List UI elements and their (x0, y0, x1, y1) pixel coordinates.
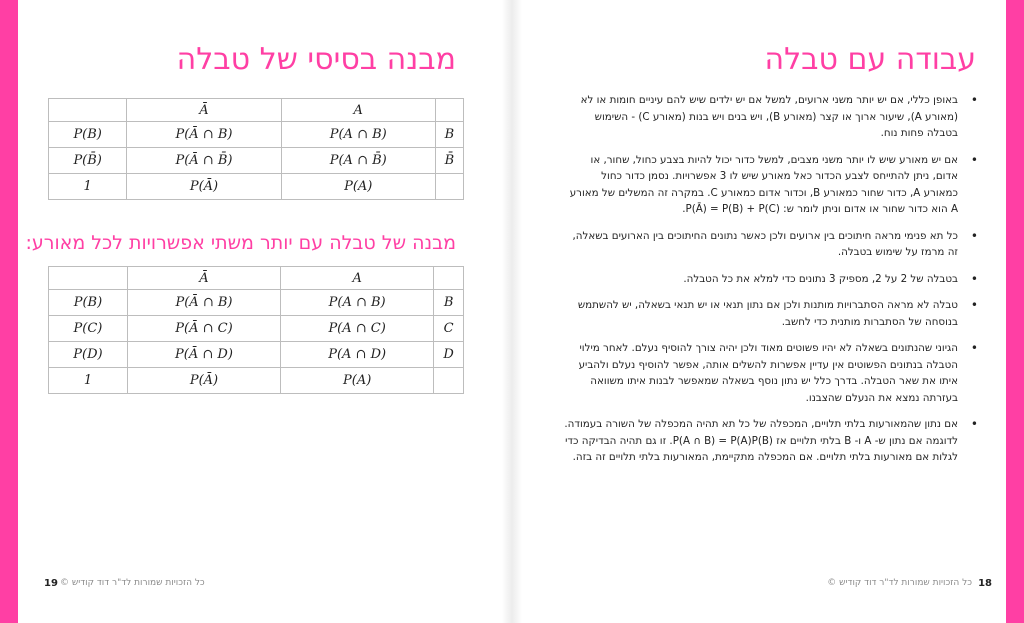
basic-table-cell: P(A) (281, 174, 435, 200)
basic-table-cell: P(B̄) (49, 148, 127, 174)
basic-table-cell: P(Ā ∩ B̄) (127, 148, 281, 174)
left-page-title: מבנה בסיסי של טבלה (176, 42, 456, 77)
basic-table-cell (49, 99, 127, 122)
bullet-text: באופן כללי, אם יש יותר משני ארועים, למשל אם יש ילדים שיש להם עיניים חומות או לא (מאורע A), שיעור ארוך או קצר (מאורע B), ויש בנים ויש בנות (מאורע C) - השימוש בטבלה פחות נוח. (580, 94, 958, 139)
multi-table-cell: P(Ā ∩ D) (127, 342, 280, 368)
multi-table-row (49, 290, 464, 316)
multi-table-row (49, 368, 464, 394)
multi-table-cell (49, 267, 128, 290)
multi-table-row (49, 342, 464, 368)
bullet-text: אם נתון שהמאורעות בלתי תלויים, המכפלה של כל תא תהיה המכפלה של השורה בעמודה. לדוגמה אם נתון ש- A ו- B בלתי תלויים אז P(A ∩ B) = P(A)P(B). זו גם תהיה הבדיקה כדי לגלות אם מאורעות בלתי תלויים. אם המכפלה מתקיימת, המאורעות בלתי תלויים זה בזה. (564, 418, 958, 463)
basic-table-cell: P(A ∩ B̄) (281, 148, 435, 174)
basic-table-cell (435, 174, 463, 200)
bullet-item (564, 297, 978, 330)
multi-table-cell: P(Ā ∩ B) (127, 290, 280, 316)
multi-option-table-body (49, 267, 464, 394)
bullet-item (564, 152, 978, 218)
bullet-icon: • (970, 341, 978, 355)
multi-table-cell: Ā (127, 267, 280, 290)
multi-table-row (49, 267, 464, 290)
multi-table-cell: P(A) (281, 368, 434, 394)
multi-table-cell: B (434, 290, 464, 316)
basic-table-body (49, 99, 464, 200)
bullet-item (564, 416, 978, 466)
bullet-icon: • (970, 93, 978, 107)
bullet-item (564, 92, 978, 142)
left-pink-edge (0, 0, 18, 623)
bullet-icon: • (970, 271, 978, 286)
basic-table (48, 98, 464, 200)
basic-table-cell: 1 (49, 174, 127, 200)
page-number-right: 18 (978, 578, 992, 589)
basic-table-row (49, 99, 464, 122)
basic-table-row (49, 174, 464, 200)
bullet-item (564, 271, 978, 288)
multi-table-cell: P(Ā) (127, 368, 280, 394)
basic-table-cell (435, 99, 463, 122)
basic-table-cell: Ā (127, 99, 281, 122)
basic-table-cell: B (435, 122, 463, 148)
basic-table-cell: A (281, 99, 435, 122)
right-pink-edge (1006, 0, 1024, 623)
right-page (522, 0, 1006, 623)
multi-table-cell: P(C) (49, 316, 128, 342)
bullet-text: אם יש מאורע שיש לו יותר משני מצבים, למשל כדור יכול להיות בצבע כחול, שחור, או אדום, ניתן להתייחס לצבע הכדור כאל מאורע שיש לו 3 אפשרויות. נסמן כדור כחול כמאורע A, כדור שחור כמאורע B, וכדור אדום כמאורע C. במקרה זה המשלים של מאורע A הוא כדור שחור או אדום וניתן לומר ש: P(Ā) = P(B) + P(C). (569, 153, 958, 215)
bullet-icon: • (970, 298, 978, 312)
multi-table-cell: P(A ∩ B) (281, 290, 434, 316)
multi-table-cell: C (434, 316, 464, 342)
book-spine (502, 0, 522, 623)
basic-table-cell: P(Ā) (127, 174, 281, 200)
bullet-text: טבלה לא מראה הסתברויות מותנות ולכן אם נתון תנאי או יש תנאי בשאלה, יש להשתמש בנוסחה של הסתברות מותנית כדי לחשב. (577, 299, 958, 328)
copyright-left: © כל הזכויות שמורות לד"ר דוד קודיש (60, 578, 205, 588)
multi-table-cell: P(D) (49, 342, 128, 368)
basic-table-cell: P(Ā ∩ B) (127, 122, 281, 148)
multi-table-cell: 1 (49, 368, 128, 394)
right-page-title: עבודה עם טבלה (764, 42, 976, 77)
bullet-icon: • (970, 417, 978, 431)
bullet-icon: • (970, 228, 978, 243)
basic-table-cell: P(A ∩ B) (281, 122, 435, 148)
left-page-subtitle: מבנה של טבלה עם יותר משתי אפשרויות לכל מאורע: (25, 232, 456, 254)
basic-table-row (49, 122, 464, 148)
basic-table-row (49, 148, 464, 174)
left-page (18, 0, 504, 623)
multi-table-cell (434, 267, 464, 290)
bullet-item (564, 228, 978, 261)
bullet-list (564, 92, 978, 476)
page-number-left: 19 (44, 578, 58, 589)
copyright-right: © כל הזכויות שמורות לד"ר דוד קודיש (827, 578, 972, 588)
multi-table-cell: P(Ā ∩ C) (127, 316, 280, 342)
bullet-text: בטבלה של 2 על 2, מספיק 3 נתונים כדי למלא את כל הטבלה. (683, 272, 958, 285)
multi-table-row (49, 316, 464, 342)
multi-option-table (48, 266, 464, 394)
multi-table-cell: P(A ∩ C) (281, 316, 434, 342)
multi-table-cell: A (281, 267, 434, 290)
multi-table-cell (434, 368, 464, 394)
multi-table-cell: P(A ∩ D) (281, 342, 434, 368)
multi-table-cell: D (434, 342, 464, 368)
bullet-text: כל תא פנימי מראה חיתוכים בין ארועים ולכן כאשר נתונים החיתוכים בין הארועים בשאלה, זה מרמז על שימוש בטבלה. (572, 229, 958, 258)
basic-table-cell: B̄ (435, 148, 463, 174)
bullet-icon: • (970, 152, 978, 167)
bullet-text: הגיוני שהנתונים בשאלה לא יהיו פשוטים מאוד ולכן יהיה צורך להוסיף נעלם. לאחר מילוי הטבלה בנתונים הפשוטים אין עדיין אפשרות להשלים אותה, אפשר להוסיף נעלם ולהביע איתו את שאר הטבלה. בדרך כלל יש נתון נוסף בשאלה שמאפשר לבנות איתו משוואה בעזרתה נמצא את הנעלם שהצבנו. (578, 342, 958, 404)
basic-table-cell: P(B) (49, 122, 127, 148)
bullet-item (564, 340, 978, 406)
multi-table-cell: P(B) (49, 290, 128, 316)
